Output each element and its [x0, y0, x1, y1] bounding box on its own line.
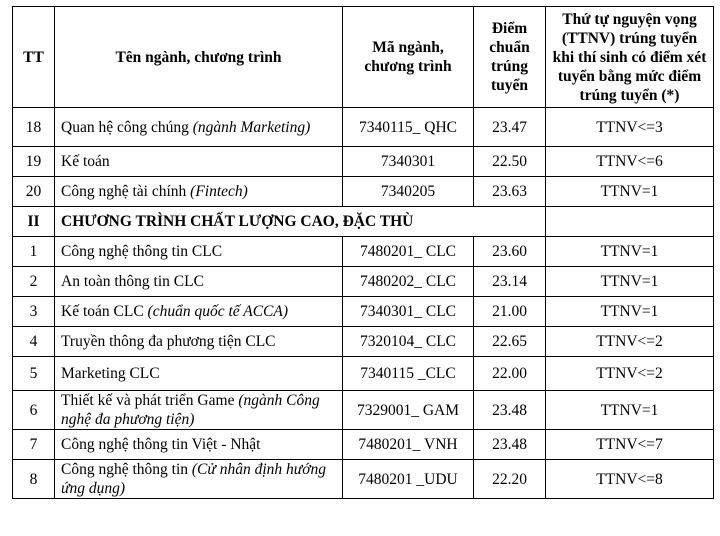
cell-code: 7480201 _UDU — [343, 460, 474, 499]
name-note: (ngành Marketing) — [192, 118, 311, 136]
cell-tt: 1 — [13, 237, 55, 267]
section-title: CHƯƠNG TRÌNH CHẤT LƯỢNG CAO, ĐẶC THÙ — [55, 207, 546, 237]
table-row — [13, 430, 714, 460]
cell-code: 7329001_ GAM — [343, 391, 474, 430]
name-text: Công nghệ thông tin — [61, 461, 192, 478]
cell-name — [55, 297, 343, 327]
cell-name — [55, 108, 343, 147]
cell-name — [55, 147, 343, 177]
name-text: Kế toán — [61, 153, 110, 170]
name-text: Công nghệ thông tin CLC — [61, 243, 223, 260]
header-row — [13, 7, 714, 108]
cell-score: 23.48 — [474, 430, 546, 460]
name-text: Marketing CLC — [61, 365, 160, 382]
cell-code: 7340205 — [343, 177, 474, 207]
cell-code: 7340115 _CLC — [343, 357, 474, 391]
admission-score-table — [12, 6, 714, 499]
cell-score: 23.48 — [474, 391, 546, 430]
table-row — [13, 327, 714, 357]
cell-code: 7340115_ QHC — [343, 108, 474, 147]
table-row — [13, 267, 714, 297]
cell-name — [55, 267, 343, 297]
cell-name — [55, 460, 343, 499]
cell-name — [55, 177, 343, 207]
name-text: Quan hệ công chúng — [61, 118, 193, 136]
cell-order: TTNV=1 — [546, 177, 714, 207]
cell-code: 7340301 — [343, 147, 474, 177]
cell-order: TTNV<=2 — [546, 357, 714, 391]
cell-score: 23.63 — [474, 177, 546, 207]
name-text: Công nghệ thông tin Việt - Nhật — [61, 436, 261, 453]
cell-name — [55, 237, 343, 267]
table-row — [13, 391, 714, 430]
cell-name — [55, 357, 343, 391]
section-tt: II — [13, 207, 55, 237]
cell-order: TTNV<=7 — [546, 430, 714, 460]
cell-code: 7340301_ CLC — [343, 297, 474, 327]
name-text: An toàn thông tin CLC — [61, 273, 204, 290]
cell-tt: 8 — [13, 460, 55, 499]
cell-tt: 4 — [13, 327, 55, 357]
cell-order: TTNV=1 — [546, 391, 714, 430]
cell-order: TTNV<=8 — [546, 460, 714, 499]
cell-name — [55, 327, 343, 357]
cell-score: 22.00 — [474, 357, 546, 391]
name-text: Truyền thông đa phương tiện CLC — [61, 333, 276, 350]
cell-code: 7480202_ CLC — [343, 267, 474, 297]
cell-code: 7320104_ CLC — [343, 327, 474, 357]
header-code: Mã ngành, chương trình — [343, 7, 474, 108]
cell-score: 22.65 — [474, 327, 546, 357]
cell-order: TTNV<=3 — [546, 108, 714, 147]
name-note: (chuẩn quốc tế ACCA) — [147, 303, 289, 320]
cell-score: 22.20 — [474, 460, 546, 499]
cell-tt: 20 — [13, 177, 55, 207]
name-text: Kế toán CLC — [61, 303, 148, 320]
header-tt: TT — [13, 7, 55, 108]
cell-score: 23.14 — [474, 267, 546, 297]
cell-tt: 7 — [13, 430, 55, 460]
table-row — [13, 177, 714, 207]
cell-order: TTNV=1 — [546, 297, 714, 327]
cell-order: TTNV<=2 — [546, 327, 714, 357]
table-row — [13, 297, 714, 327]
header-name: Tên ngành, chương trình — [55, 7, 343, 108]
name-note: (Fintech) — [190, 183, 248, 200]
cell-tt: 5 — [13, 357, 55, 391]
cell-code: 7480201_ CLC — [343, 237, 474, 267]
cell-tt: 2 — [13, 267, 55, 297]
table-row — [13, 357, 714, 391]
cell-tt: 6 — [13, 391, 55, 430]
table-row — [13, 108, 714, 147]
table-row — [13, 237, 714, 267]
name-note: (Cử nhân định hướng ứng dụng) — [61, 461, 327, 497]
cell-name — [55, 391, 343, 430]
cell-order: TTNV=1 — [546, 237, 714, 267]
section-row — [13, 207, 714, 237]
cell-code: 7480201_ VNH — [343, 430, 474, 460]
table-row — [13, 147, 714, 177]
name-text: Thiết kế và phát triển Game — [61, 392, 239, 409]
cell-score: 21.00 — [474, 297, 546, 327]
admission-table-container — [12, 6, 713, 499]
cell-order: TTNV<=6 — [546, 147, 714, 177]
cell-tt: 18 — [13, 108, 55, 147]
header-order: Thứ tự nguyện vọng (TTNV) trúng tuyển khi thí sinh có điểm xét tuyển bằng mức điểm trúng tuyển (*) — [546, 7, 714, 108]
cell-tt: 19 — [13, 147, 55, 177]
cell-name — [55, 430, 343, 460]
cell-score: 23.47 — [474, 108, 546, 147]
section-empty-cell — [546, 207, 714, 237]
table-row — [13, 460, 714, 499]
cell-tt: 3 — [13, 297, 55, 327]
cell-order: TTNV=1 — [546, 267, 714, 297]
cell-score: 23.60 — [474, 237, 546, 267]
name-text: Công nghệ tài chính — [61, 183, 191, 200]
cell-score: 22.50 — [474, 147, 546, 177]
header-score: Điểm chuẩn trúng tuyển — [474, 7, 546, 108]
name-note: (ngành Công nghệ đa phương tiện) — [61, 392, 320, 428]
